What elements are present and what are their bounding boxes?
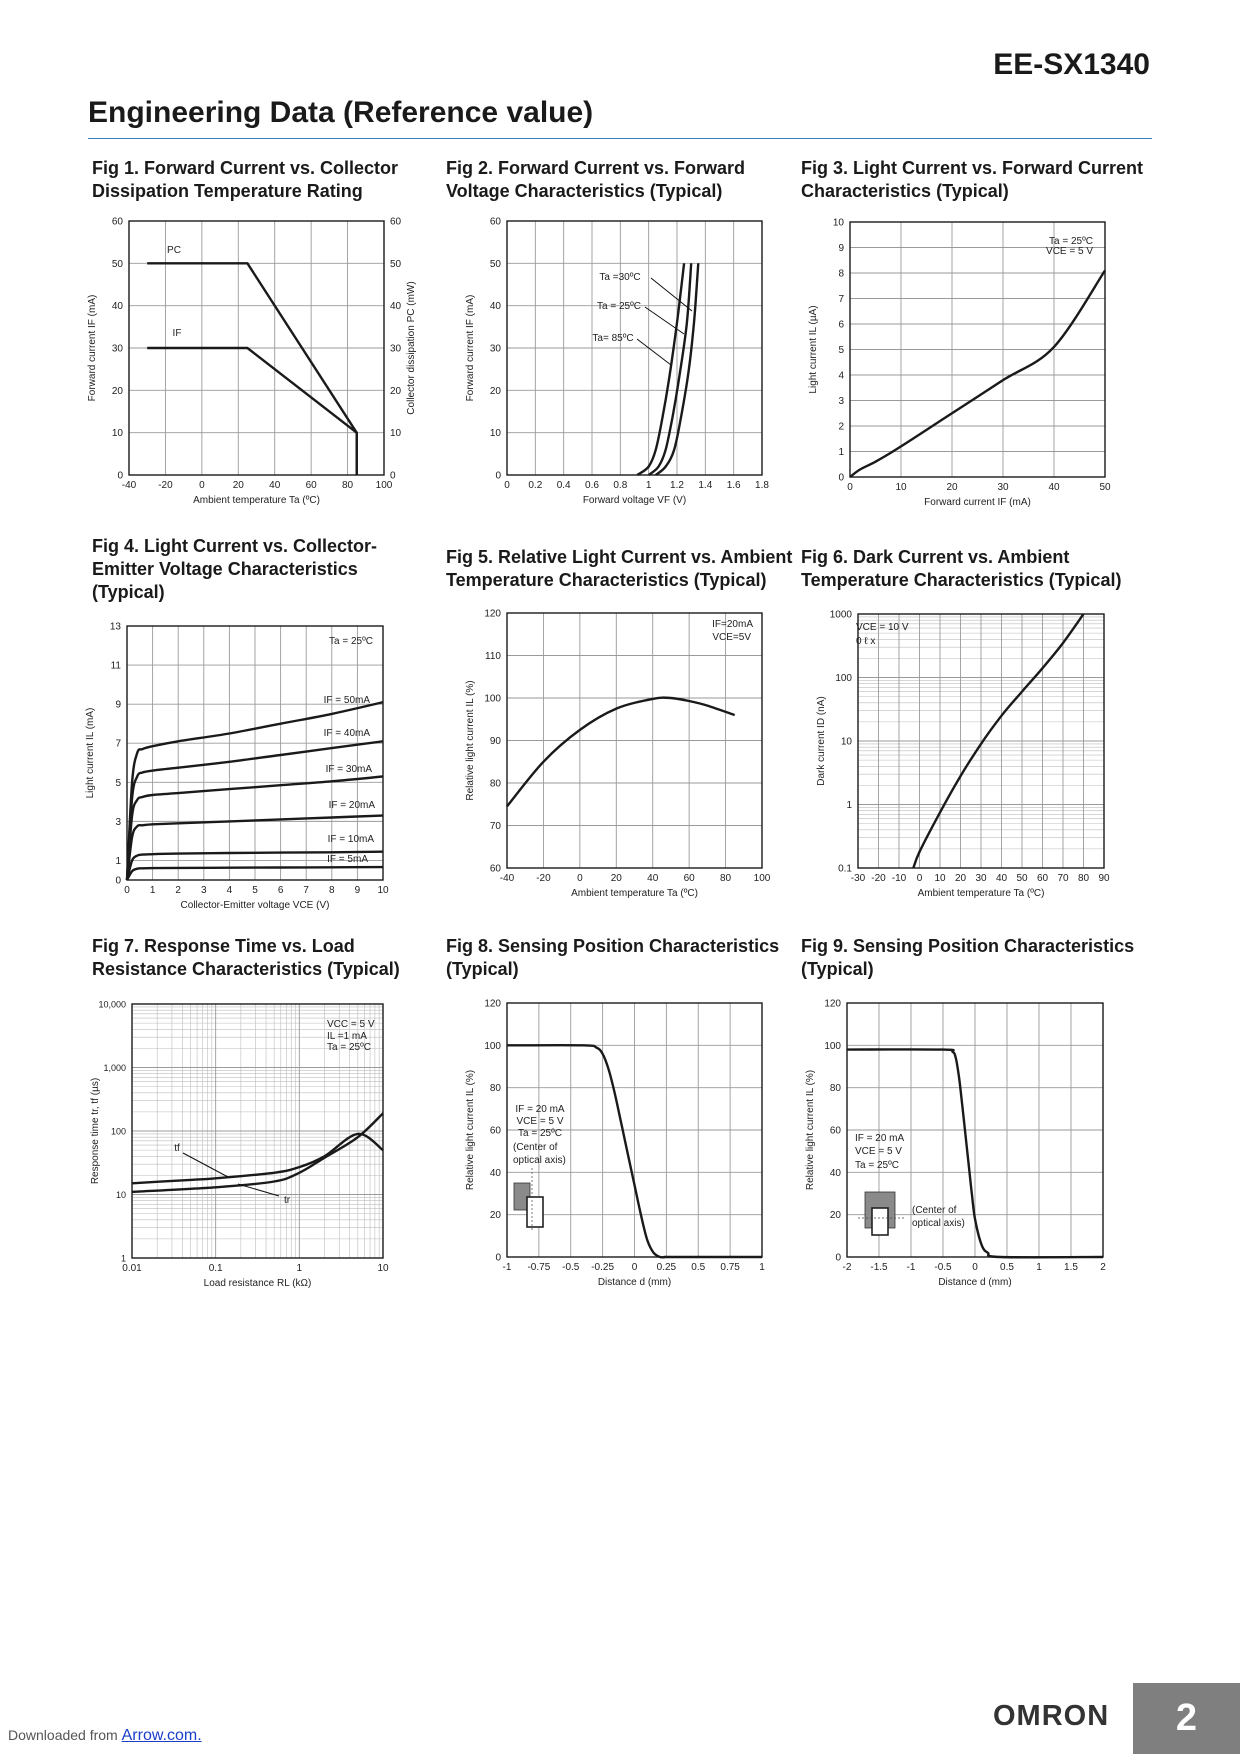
fig2-xtick-label: 1 [645, 480, 652, 491]
fig1-plot [129, 221, 384, 475]
fig7-annotation: IL =1 mA [327, 1031, 367, 1042]
fig8-ytick-label: 0 [495, 1252, 501, 1264]
fig9-sensor-icon [872, 1208, 888, 1235]
fig6-xtick-label: 0 [916, 873, 923, 884]
fig4-xtick-label: 5 [252, 885, 258, 896]
fig1-y2tick-label: 60 [390, 216, 402, 228]
fig6-ylabel: Dark current ID (nA) [816, 696, 827, 786]
fig3-ytick-label: 6 [838, 319, 844, 331]
fig1-series-line [147, 263, 357, 475]
fig3-ytick-label: 2 [838, 421, 844, 433]
fig4-series-label: IF = 30mA [325, 764, 372, 775]
fig9-ytick-label: 40 [829, 1167, 841, 1179]
fig8-xtick-label: 0.25 [656, 1262, 677, 1273]
fig6-xtick-label: -20 [871, 873, 886, 884]
fig4-xtick-label: 8 [329, 885, 335, 896]
fig4-ytick-label: 1 [115, 855, 121, 867]
fig5-ytick-label: 120 [484, 608, 501, 620]
fig7-ytick-label: 1,000 [103, 1063, 126, 1073]
fig1-ytick-label: 10 [111, 428, 123, 440]
fig4-ylabel: Light current IL (mA) [85, 707, 96, 799]
fig6-xtick-label: 30 [975, 873, 987, 884]
fig1-xtick-label: 60 [305, 480, 317, 491]
fig5-ylabel: Relative light current IL (%) [465, 680, 476, 801]
fig1-series-label-if: IF [172, 328, 182, 339]
fig4-ytick-label: 0 [115, 875, 121, 887]
fig5-title: Fig 5. Relative Light Current vs. Ambient Temperature Characteristics (Typical) [446, 547, 793, 590]
fig9-xtick-label: 2 [1100, 1262, 1106, 1273]
fig3-xtick-label: 40 [1048, 482, 1060, 493]
fig4-annotation: Ta = 25ºC [329, 636, 373, 647]
fig2-xtick-label: 0 [504, 480, 510, 491]
fig6-xtick-label: 10 [934, 873, 946, 884]
fig2-ytick-label: 40 [489, 301, 501, 313]
fig9-annotation: IF = 20 mA [855, 1133, 905, 1144]
fig8-ytick-label: 120 [484, 998, 501, 1010]
fig9-ytick-label: 20 [829, 1210, 841, 1222]
fig5-xtick-label: -20 [536, 873, 551, 884]
fig2-xtick-label: 0.8 [613, 480, 628, 491]
fig3-ytick-label: 5 [838, 345, 844, 356]
fig1-ytick-label: 40 [111, 301, 123, 313]
fig3-plot [850, 222, 1105, 477]
fig3-ylabel: Light current IL (µA) [808, 305, 819, 394]
fig5-xtick-label: 40 [647, 873, 659, 884]
fig1-ylabel: Forward current IF (mA) [87, 294, 98, 402]
fig9-annotation: optical axis) [912, 1218, 965, 1229]
fig6-ytick-label: 100 [835, 673, 852, 684]
fig6-xtick-label: 40 [995, 873, 1008, 884]
fig7-ytick-label: 100 [110, 1126, 126, 1137]
fig3-xtick-label: 0 [847, 482, 853, 493]
fig8-annotation: VCE = 5 V [516, 1116, 564, 1127]
fig4-ytick-label: 13 [109, 621, 121, 633]
fig2-plot [507, 221, 762, 475]
fig2-xtick-label: 0.2 [528, 480, 543, 491]
fig2-ytick-label: 60 [489, 216, 501, 228]
fig1-y2tick-label: 10 [390, 428, 402, 440]
fig5-ytick-label: 100 [484, 693, 501, 705]
fig1-series-line [147, 348, 357, 475]
fig8-xtick-label: 0.5 [691, 1262, 706, 1273]
fig2-xlabel: Forward voltage VF (V) [582, 495, 687, 506]
fig5-ytick-label: 110 [485, 651, 501, 662]
fig8-xtick-label: 0 [631, 1262, 638, 1273]
fig2-annotation: Ta =30ºC [599, 272, 641, 283]
fig8-annotation: Ta = 25ºC [518, 1128, 562, 1139]
fig9-xtick-label: -2 [842, 1262, 852, 1273]
fig8-xtick-label: -1 [502, 1262, 512, 1273]
fig9-xtick-label: 1 [1036, 1262, 1042, 1273]
fig5-xlabel: Ambient temperature Ta (ºC) [571, 888, 698, 899]
fig9-ytick-label: 0 [835, 1252, 841, 1264]
fig9-ytick-label: 80 [829, 1083, 841, 1095]
fig4-series-label: IF = 50mA [323, 695, 370, 706]
fig7-title: Fig 7. Response Time vs. Load Resistance Characteristics (Typical) [92, 936, 400, 979]
fig3-annotation: VCE = 5 V [1046, 246, 1093, 257]
fig8-title: Fig 8. Sensing Position Characteristics (Typical) [446, 936, 780, 979]
fig9-xtick-label: 0 [972, 1262, 978, 1273]
fig4-xtick-label: 9 [354, 885, 361, 896]
fig2-ytick-label: 0 [495, 470, 501, 482]
omron-logo: OMRON [993, 1700, 1110, 1732]
fig9-title: Fig 9. Sensing Position Characteristics (Typical) [801, 936, 1135, 979]
download-prefix: Downloaded from [8, 1727, 122, 1743]
fig8-ytick-label: 80 [489, 1083, 501, 1095]
fig5-ytick-label: 80 [489, 778, 501, 790]
fig9-xtick-label: -0.5 [934, 1262, 952, 1273]
fig7-series-label-tr: tr [283, 1195, 291, 1206]
fig3-xtick-label: 50 [1099, 482, 1111, 493]
arrow-link[interactable]: Arrow.com. [121, 1727, 202, 1744]
fig6-xtick-label: -10 [891, 873, 907, 884]
fig8-annotation: optical axis) [513, 1155, 566, 1166]
fig1-ytick-label: 20 [111, 385, 123, 397]
fig8-xtick-label: -0.75 [527, 1262, 551, 1273]
fig6-title: Fig 6. Dark Current vs. Ambient Temperature Characteristics (Typical) [801, 547, 1122, 590]
fig8-ytick-label: 40 [489, 1167, 501, 1179]
fig5-xtick-label: 0 [577, 873, 583, 884]
fig5-ytick-label: 70 [489, 821, 501, 832]
fig4-ytick-label: 11 [110, 660, 121, 672]
fig1-y2tick-label: 20 [390, 385, 402, 397]
fig8-ytick-label: 60 [489, 1125, 501, 1137]
fig1-xtick-label: -40 [121, 480, 137, 491]
fig3-series-line [850, 271, 1105, 478]
product-code: EE-SX1340 [993, 48, 1150, 81]
fig7-leader-line [183, 1153, 228, 1177]
fig7-ytick-label: 1 [120, 1253, 126, 1264]
fig1-y2tick-label: 0 [390, 470, 396, 482]
fig2-title: Fig 2. Forward Current vs. Forward Voltage Characteristics (Typical) [446, 158, 746, 201]
fig8-annotation: (Center of [513, 1142, 558, 1153]
fig7-series-label-tf: tf [174, 1143, 180, 1154]
fig3-ytick-label: 10 [832, 217, 844, 229]
fig7-xtick-label: 0.1 [208, 1263, 223, 1274]
fig2-xtick-label: 0.4 [556, 480, 571, 491]
fig2-ytick-label: 20 [489, 385, 501, 397]
fig7-xtick-label: 1 [296, 1263, 303, 1274]
fig3-ytick-label: 1 [838, 447, 844, 458]
fig8-xlabel: Distance d (mm) [597, 1277, 672, 1288]
fig8-xtick-label: -0.25 [591, 1262, 615, 1273]
fig6-xtick-label: 80 [1077, 873, 1090, 884]
fig4-series-label: IF = 40mA [323, 728, 370, 739]
fig8-sensor-icon [527, 1197, 543, 1227]
fig6-ytick-label: 1 [846, 800, 852, 811]
fig9-xtick-label: 0.5 [1000, 1262, 1014, 1273]
fig1-y2tick-label: 50 [390, 258, 402, 270]
fig2-leader-line [637, 339, 671, 365]
fig2-ylabel: Forward current IF (mA) [465, 294, 476, 402]
fig7-xtick-label: 10 [377, 1263, 389, 1274]
fig3-ytick-label: 8 [838, 268, 844, 280]
fig9-ylabel: Relative light current IL (%) [805, 1069, 816, 1191]
download-note [8, 1727, 202, 1745]
fig1-xtick-label: 0 [199, 480, 205, 491]
fig8-annotation: IF = 20 mA [515, 1104, 565, 1115]
fig4-ytick-label: 3 [115, 816, 121, 828]
fig7-series-line [132, 1134, 383, 1183]
fig1-ytick-label: 60 [111, 216, 123, 228]
fig4-xtick-label: 0 [124, 885, 130, 896]
fig4-xlabel: Collector-Emitter voltage VCE (V) [180, 900, 330, 911]
fig1-xlabel: Ambient temperature Ta (ºC) [193, 495, 320, 506]
fig8-xtick-label: 0.75 [720, 1262, 740, 1273]
fig1-xtick-label: 20 [232, 480, 244, 491]
fig7-ylabel: Response time tr, tf (µs) [90, 1077, 101, 1185]
fig4-xtick-label: 1 [149, 885, 156, 896]
fig5-plot [507, 613, 762, 868]
fig9-annotation: (Center of [912, 1205, 957, 1216]
fig5-ytick-label: 90 [489, 736, 501, 747]
fig4-xtick-label: 7 [303, 885, 309, 896]
fig3-annotation: Ta = 25ºC [1049, 236, 1093, 247]
fig4-xtick-label: 4 [226, 885, 233, 896]
fig4-xtick-label: 2 [175, 885, 181, 896]
fig5-annotation: VCE=5V [712, 632, 751, 643]
fig1-xtick-label: -20 [158, 480, 173, 491]
fig2-xtick-label: 1.2 [670, 480, 684, 491]
fig9-xtick-label: -1.5 [870, 1262, 888, 1273]
fig2-ytick-label: 50 [489, 258, 501, 270]
fig7-annotation: Ta = 25ºC [327, 1042, 371, 1053]
fig6-xtick-label: 50 [1016, 873, 1028, 884]
fig4-ytick-label: 5 [115, 777, 121, 789]
fig9-xlabel: Distance d (mm) [938, 1277, 1012, 1288]
fig6-annotation: 0 ℓ x [856, 636, 876, 647]
fig5-series-line [507, 698, 735, 807]
fig9-ytick-label: 120 [824, 998, 841, 1010]
fig2-xtick-label: 1.4 [698, 480, 713, 491]
fig4-title: Fig 4. Light Current vs. Collector-Emitter Voltage Characteristics (Typical) [92, 536, 378, 602]
fig6-xtick-label: -30 [850, 873, 866, 884]
fig8-ytick-label: 100 [484, 1040, 501, 1052]
fig2-ytick-label: 10 [489, 428, 501, 440]
fig9-xtick-label: -1 [906, 1262, 916, 1273]
fig3-ytick-label: 7 [838, 294, 844, 305]
fig7-xtick-label: 0.01 [122, 1263, 142, 1274]
fig3-ytick-label: 3 [838, 396, 844, 407]
fig6-ytick-label: 10 [840, 736, 852, 748]
fig1-ytick-label: 50 [111, 258, 123, 270]
fig2-annotation: Ta = 25ºC [597, 301, 641, 312]
fig3-xtick-label: 30 [997, 482, 1009, 493]
fig6-ytick-label: 1000 [829, 609, 852, 621]
fig5-xtick-label: 100 [753, 873, 771, 884]
fig2-xtick-label: 1.8 [755, 480, 769, 491]
fig6-xtick-label: 20 [954, 873, 967, 884]
page-number: 2 [1175, 1697, 1198, 1739]
fig3-xtick-label: 20 [946, 482, 958, 493]
fig1-xtick-label: 40 [269, 480, 281, 491]
fig3-ytick-label: 9 [838, 243, 844, 254]
fig1-series-label-pc: PC [167, 245, 181, 256]
fig1-ytick-label: 30 [111, 343, 123, 355]
fig2-xtick-label: 0.6 [585, 480, 599, 491]
fig3-xtick-label: 10 [895, 482, 907, 493]
fig8-ylabel: Relative light current IL (%) [465, 1069, 476, 1191]
fig4-xtick-label: 6 [277, 885, 284, 896]
page-number-box [1133, 1683, 1240, 1754]
fig6-ytick-label: 0.1 [838, 863, 852, 875]
fig6-xlabel: Ambient temperature Ta (ºC) [917, 888, 1045, 899]
fig5-xtick-label: -40 [499, 873, 515, 884]
fig7-xlabel: Load resistance RL (kΩ) [203, 1278, 312, 1289]
fig5-ytick-label: 60 [489, 863, 501, 875]
fig3-title: Fig 3. Light Current vs. Forward Current Characteristics (Typical) [801, 158, 1144, 201]
fig7-ytick-label: 10 [115, 1190, 126, 1200]
fig2-xtick-label: 1.6 [726, 480, 741, 491]
fig3-ytick-label: 4 [838, 370, 844, 382]
fig1-xtick-label: 80 [342, 480, 354, 491]
fig9-ytick-label: 100 [824, 1040, 841, 1052]
fig4-ytick-label: 9 [115, 699, 121, 711]
fig5-xtick-label: 60 [683, 873, 695, 884]
fig1-title: Fig 1. Forward Current vs. Collector Dissipation Temperature Rating [92, 158, 399, 201]
fig8-xtick-label: -0.5 [562, 1262, 580, 1273]
fig5-annotation: IF=20mA [712, 619, 753, 630]
fig9-ytick-label: 60 [829, 1125, 841, 1137]
fig9-annotation: VCE = 5 V [855, 1146, 902, 1157]
fig4-xtick-label: 3 [201, 885, 207, 896]
fig6-xtick-label: 60 [1036, 873, 1049, 884]
fig4-ytick-label: 7 [115, 738, 121, 750]
fig3-ytick-label: 0 [838, 472, 844, 484]
fig7-ytick-label: 10,000 [98, 999, 126, 1010]
fig1-ytick-label: 0 [117, 470, 123, 482]
fig2-ytick-label: 30 [489, 343, 501, 355]
fig5-xtick-label: 20 [610, 873, 622, 884]
fig9-annotation: Ta = 25ºC [855, 1160, 899, 1171]
fig6-annotation: VCE = 10 V [856, 622, 909, 633]
fig9-xtick-label: 1.5 [1064, 1262, 1078, 1273]
fig4-series-label: IF = 5mA [327, 854, 368, 865]
fig8-ytick-label: 20 [489, 1210, 501, 1222]
fig1-y2tick-label: 40 [390, 301, 402, 313]
fig4-xtick-label: 10 [377, 885, 389, 896]
fig4-series-label: IF = 10mA [327, 834, 374, 845]
fig8-xtick-label: 1 [759, 1262, 765, 1273]
fig7-annotation: VCC = 5 V [327, 1019, 375, 1030]
fig4-series-label: IF = 20mA [328, 800, 375, 811]
fig6-plot [858, 614, 1104, 868]
fig2-annotation: Ta= 85ºC [592, 333, 634, 344]
fig3-xlabel: Forward current IF (mA) [924, 497, 1031, 508]
fig1-y2label: Collector dissipation PC (mW) [406, 281, 417, 415]
fig6-xtick-label: 90 [1098, 873, 1110, 884]
fig5-xtick-label: 80 [720, 873, 732, 884]
fig1-y2tick-label: 30 [390, 343, 402, 355]
fig1-xtick-label: 100 [375, 480, 393, 491]
fig6-xtick-label: 70 [1057, 873, 1069, 884]
page-title: Engineering Data (Reference value) [88, 96, 594, 129]
